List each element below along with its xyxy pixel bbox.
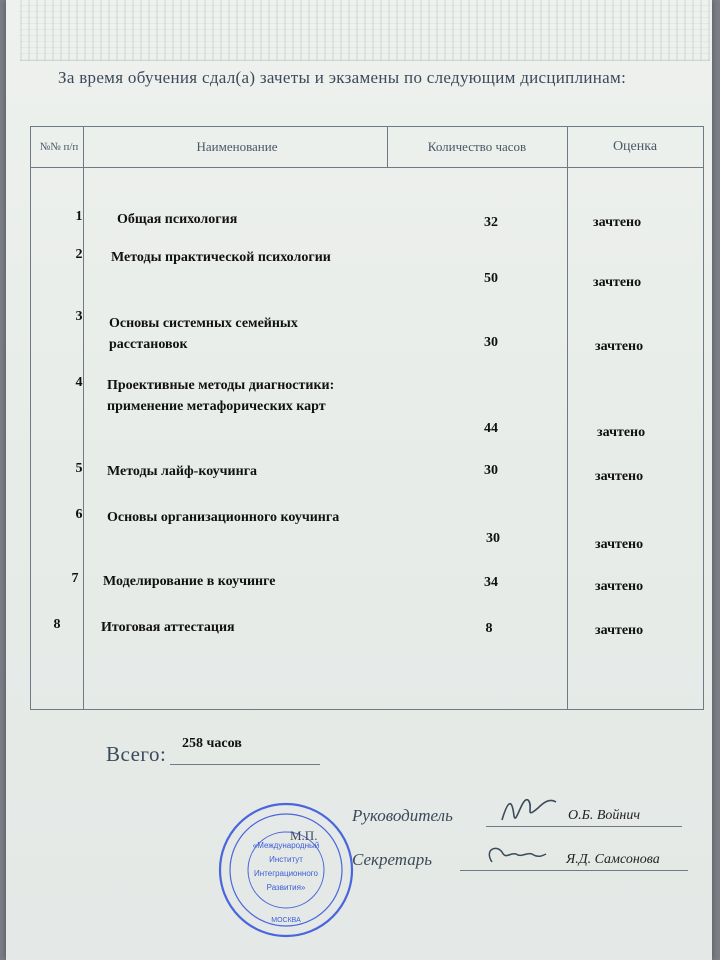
hours-count: 34	[484, 575, 498, 590]
secretary-signature	[480, 838, 550, 874]
stamp-city: МОСКВА	[271, 917, 301, 924]
column-divider	[567, 127, 568, 709]
discipline-name: Основы организационного коучинга	[107, 510, 340, 525]
secretary-label: Секретарь	[352, 850, 432, 869]
head-label: Руководитель	[352, 806, 453, 825]
row-number: 4	[75, 375, 83, 390]
document-heading: За время обучения сдал(а) зачеты и экзамены по следующим дисциплинам:	[58, 68, 627, 87]
grade-value: зачтено	[595, 537, 644, 552]
discipline-name: Методы практической психологии	[111, 250, 331, 265]
hours-count: 30	[484, 463, 498, 478]
grade-value: зачтено	[593, 215, 642, 230]
hours-count: 30	[484, 335, 498, 350]
hours-count: 32	[484, 215, 498, 230]
stamp-line-4: Развития»	[266, 883, 306, 892]
row-number: 6	[75, 507, 83, 522]
row-number: 1	[75, 209, 83, 224]
secretary-name: Я.Д. Самсонова	[566, 852, 660, 867]
column-divider	[387, 127, 388, 167]
grade-value: зачтено	[595, 579, 644, 594]
header-num: №№ п/п	[39, 141, 79, 153]
total-label: Всего:	[106, 742, 167, 766]
grade-value: зачтено	[593, 275, 642, 290]
document-page	[6, 0, 712, 960]
hours-count: 8	[485, 621, 493, 636]
head-signature	[494, 790, 564, 830]
grade-value: зачтено	[597, 425, 646, 440]
row-number: 3	[75, 309, 83, 324]
discipline-name: Основы системных семейных расстановок	[109, 316, 298, 352]
grade-value: зачтено	[595, 339, 644, 354]
header-name: Наименование	[196, 139, 278, 154]
grades-table	[30, 126, 704, 710]
stamp-line-2: Институт	[269, 855, 303, 864]
header-grade: Оценка	[612, 139, 658, 154]
discipline-name: Общая психология	[117, 212, 238, 227]
head-name: О.Б. Войнич	[568, 808, 641, 823]
stamp-line-3: Интеграционного	[254, 869, 318, 878]
hours-count: 50	[484, 271, 498, 286]
grade-value: зачтено	[595, 469, 644, 484]
row-number: 2	[75, 247, 83, 262]
discipline-name: Методы лайф-коучинга	[107, 464, 258, 479]
hours-count: 44	[484, 421, 498, 436]
row-number: 5	[75, 461, 83, 476]
row-number: 8	[53, 617, 61, 632]
total-value: 258 часов	[182, 736, 242, 751]
row-number: 7	[71, 571, 79, 586]
grade-value: зачтено	[595, 623, 644, 638]
seal-place-mark: М.П.	[290, 828, 318, 843]
stamp-line-1: «Международный	[252, 841, 320, 850]
decorative-border	[20, 0, 710, 61]
discipline-name: Моделирование в коучинге	[103, 574, 276, 589]
official-stamp	[216, 800, 356, 940]
hours-count: 30	[486, 531, 500, 546]
discipline-name: Итоговая аттестация	[101, 620, 235, 635]
header-hours: Количество часов	[427, 139, 527, 154]
total-underline	[170, 764, 320, 765]
table-header	[31, 127, 703, 168]
discipline-name: Проективные методы диагностики: применение метафорических карт	[107, 378, 335, 414]
